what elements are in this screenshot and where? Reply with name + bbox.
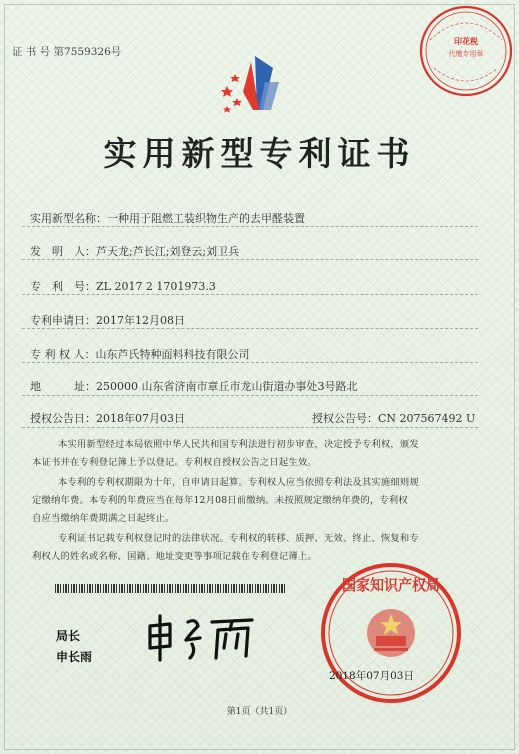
field-label: 实用新型名称 [30, 212, 96, 225]
paragraph-line: 定缴纳年费。本专利的年费应当在每年12月08日前缴纳。未按照规定缴纳年费的，专利权 [32, 495, 408, 506]
paragraph-line: 本实用新型经过本局依照中华人民共和国专利法进行初步审查，决定授予专利权，颁发 [58, 439, 419, 450]
field-label: 专 利 号 [30, 280, 85, 293]
field-grant-number: 授权公告号：CN 207567492 U [312, 412, 476, 425]
divider [22, 427, 478, 428]
field-label: 专利申请日 [30, 314, 85, 327]
paragraph-line: 本证书并在专利登记簿上予以登记。专利权自授权公告之日起生效。 [32, 457, 317, 468]
certificate-title: 实用新型专利证书 [103, 134, 416, 173]
handwritten-signature-icon [140, 612, 260, 664]
seal-dedicated-text: 代缴专用章 [448, 50, 484, 58]
barcode [55, 584, 285, 593]
divider [22, 226, 478, 227]
field-label: 专 利 权 人 [30, 348, 85, 361]
paragraph-line: 利权人的姓名或名称、国籍、地址变更等事项记载在专利登记簿上。 [32, 551, 317, 562]
seal-duty-text: 印花税 [454, 37, 478, 46]
signatory-title: 局长 [56, 629, 81, 643]
field-label: 授权公告日 [30, 412, 85, 425]
field-utility-name: 实用新型名称：一种用于阻燃工装织物生产的去甲醛装置 [30, 212, 305, 225]
field-inventor: 发 明 人：芦天龙;芦长江;刘登云;刘卫兵 [30, 245, 240, 258]
page-footer: 第1页（共1页） [226, 707, 293, 717]
field-value: 山东芦氏特种面料科技有限公司 [95, 348, 250, 361]
paragraph-line: 专利证书记载专利权登记时的法律状况。专利权的转移、质押、无效、终止、恢复和专 [58, 533, 419, 544]
field-grant-date: 授权公告日：2018年07月03日 [30, 412, 185, 425]
field-label: 地 址 [30, 380, 85, 393]
divider [22, 259, 478, 260]
divider [22, 362, 478, 363]
field-label: 发 明 人 [30, 245, 85, 258]
seal-date: 2018年07月03日 [329, 670, 414, 682]
field-value: 2017年12月08日 [96, 314, 185, 327]
stamp-duty-seal-icon [416, 2, 516, 100]
seal-text: 国家知识产权局 [342, 576, 440, 594]
field-patent-holder: 专 利 权 人：山东芦氏特种面料科技有限公司 [30, 348, 250, 361]
paragraph-line: 自应当缴纳年费期满之日起终止。 [32, 513, 175, 524]
paragraph-line: 本专利的专利权期限为十年，自申请日起算。专利权人应当依照专利法及其实施细则规 [58, 477, 419, 488]
field-value: 芦天龙;芦长江;刘登云;刘卫兵 [96, 245, 240, 258]
field-value: ZL 2017 2 1701973.3 [96, 280, 216, 293]
field-value: CN 207567492 U [378, 412, 476, 425]
field-address: 地 址：250000 山东省济南市章丘市龙山街道办事处3号路北 [30, 380, 358, 393]
divider [22, 294, 478, 295]
cnipa-official-seal-icon [318, 560, 464, 706]
divider [22, 328, 478, 329]
field-value: 250000 山东省济南市章丘市龙山街道办事处3号路北 [96, 380, 358, 393]
field-filing-date: 专利申请日：2017年12月08日 [30, 314, 185, 327]
certificate-number: 证 书 号 第7559326号 [12, 46, 122, 58]
signatory-name: 申长雨 [56, 650, 93, 664]
field-value: 2018年07月03日 [96, 412, 185, 425]
cnipa-logo-icon [213, 52, 293, 116]
field-patent-number: 专 利 号：ZL 2017 2 1701973.3 [30, 280, 216, 293]
divider [22, 395, 478, 396]
field-value: 一种用于阻燃工装织物生产的去甲醛装置 [107, 212, 305, 225]
field-label: 授权公告号 [312, 412, 367, 425]
